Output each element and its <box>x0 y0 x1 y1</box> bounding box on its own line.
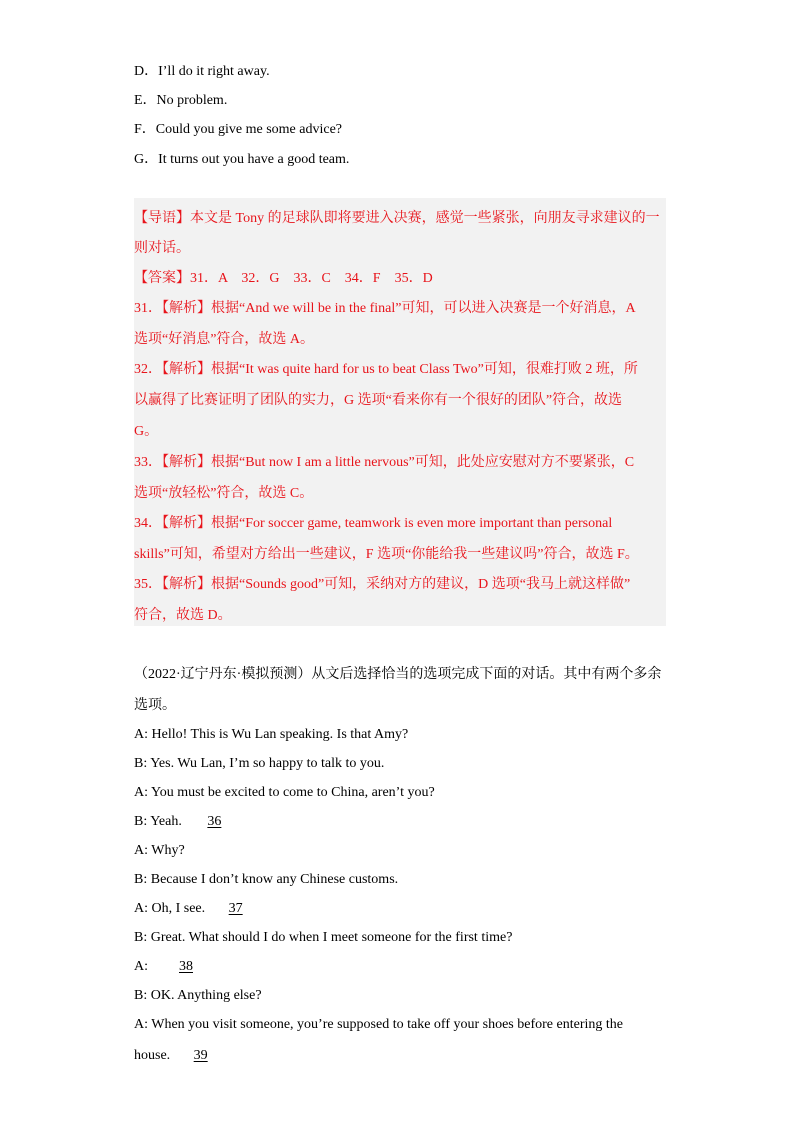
analysis-33-line1: 33．【解析】根据“But now I am a little nervous”可知，此处应安慰对方不要紧张，C <box>134 455 635 470</box>
analysis-31-line2: 选项“好消息”符合，故选 A。 <box>134 332 315 347</box>
dialogue-line: A: Hello! This is Wu Lan speaking. Is that Amy? <box>134 727 409 742</box>
dialogue-line <box>134 958 211 976</box>
dialogue-line: A: You must be excited to come to China, aren’t you? <box>134 785 435 800</box>
analysis-32-line3: G。 <box>134 424 159 439</box>
dialogue-line: A: When you visit someone, you’re supposed to take off your shoes before entering the <box>134 1017 623 1032</box>
analysis-intro-line2: 则对话。 <box>134 241 190 256</box>
dialogue-line <box>134 900 261 918</box>
blank-39[interactable] <box>174 1048 226 1063</box>
blank-37[interactable] <box>209 901 261 916</box>
dialogue-line <box>134 813 239 831</box>
analysis-34-line1: 34．【解析】根据“For soccer game, teamwork is even more important than personal <box>134 516 613 531</box>
option-f: F．Could you give me some advice? <box>134 122 343 137</box>
analysis-35-line2: 符合，故选 D。 <box>134 608 232 623</box>
dialogue-line: B: Yes. Wu Lan, I’m so happy to talk to you. <box>134 756 385 771</box>
analysis-32-line1: 32．【解析】根据“It was quite hard for us to beat Class Two”可知，很难打败 2 班，所 <box>134 362 638 377</box>
analysis-31-line1: 31．【解析】根据“And we will be in the final”可知，可以进入决赛是一个好消息，A <box>134 301 636 316</box>
analysis-intro-line1: 【导语】本文是 Tony 的足球队即将要进入决赛，感觉一些紧张，向朋友寻求建议的一 <box>134 211 660 226</box>
dialogue-line: A: Why? <box>134 843 185 858</box>
dialogue-text: A: Oh, I see. <box>134 901 206 916</box>
dialogue-line: B: Because I don’t know any Chinese customs. <box>134 872 399 887</box>
option-d: D．I’ll do it right away. <box>134 64 270 79</box>
option-g: G．It turns out you have a good team. <box>134 152 350 167</box>
blank-36[interactable] <box>185 814 239 829</box>
blank-38[interactable] <box>159 959 211 974</box>
blank-number: 37 <box>228 901 243 916</box>
answer-key: 【答案】31．A 32．G 33．C 34．F 35．D <box>134 271 433 286</box>
analysis-33-line2: 选项“放轻松”符合，故选 C。 <box>134 486 314 501</box>
blank-number: 36 <box>207 814 222 829</box>
dialogue-text: B: Yeah. <box>134 814 182 829</box>
dialogue-line: B: OK. Anything else? <box>134 988 262 1003</box>
analysis-32-line2: 以赢得了比赛证明了团队的实力，G 选项“看来你有一个很好的团队”符合，故选 <box>134 393 623 408</box>
dialogue-line: B: Great. What should I do when I meet someone for the first time? <box>134 930 513 945</box>
blank-number: 39 <box>193 1048 208 1063</box>
dialogue-line <box>134 1047 226 1065</box>
question-intro-line2: 选项。 <box>134 698 176 713</box>
blank-number: 38 <box>179 959 193 974</box>
dialogue-text: house. <box>134 1048 171 1063</box>
analysis-34-line2: skills”可知，希望对方给出一些建议，F 选项“你能给我一些建议吗”符合，故选 F。 <box>134 547 639 562</box>
dialogue-text: A: <box>134 959 148 974</box>
option-e: E．No problem. <box>134 93 228 108</box>
question-intro-line1: （2022·辽宁丹东·模拟预测）从文后选择恰当的选项完成下面的对话。其中有两个多余 <box>134 667 662 682</box>
analysis-35-line1: 35．【解析】根据“Sounds good”可知，采纳对方的建议，D 选项“我马上就这样做” <box>134 577 631 592</box>
